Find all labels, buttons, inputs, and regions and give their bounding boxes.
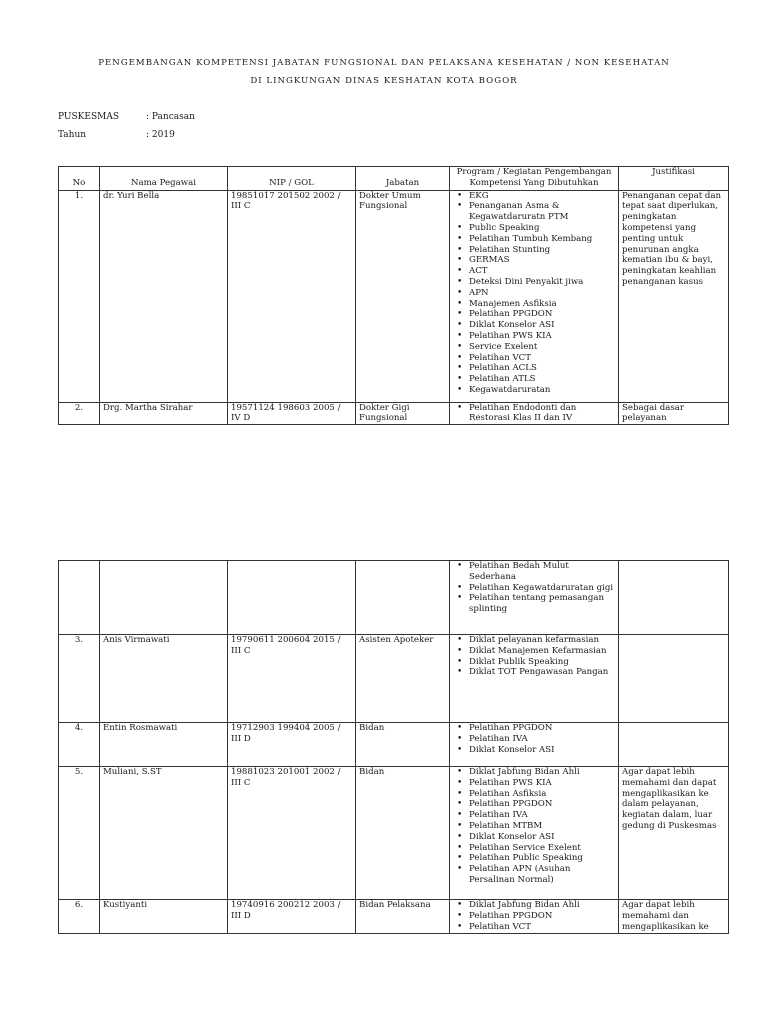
list-item: • Pelatihan VCT <box>469 353 615 364</box>
document-title: PENGEMBANGAN KOMPETENSI JABATAN FUNGSIONAL DAN PELAKSANA KESEHATAN / NON KESEHATAN <box>98 58 670 68</box>
row-programs <box>450 635 619 723</box>
program-list <box>453 900 615 932</box>
list-item: • Kegawatdaruratan <box>469 385 615 396</box>
program-list <box>453 723 615 755</box>
header-program: Program / Kegiatan Pengembangan Kompetensi Yang Dibutuhkan <box>450 167 619 191</box>
row-justifikasi: Sebagai dasar pelayanan <box>619 402 729 425</box>
list-item: • Pelatihan Endodonti dan Restorasi Klas II dan IV <box>469 403 615 425</box>
header-justifikasi: Justifikasi <box>619 167 729 191</box>
row-jabatan: Bidan <box>356 767 450 900</box>
list-item: • Diklat Publik Speaking <box>469 657 615 668</box>
row-programs <box>450 723 619 767</box>
program-list <box>453 767 615 886</box>
row-nip: 19740916 200212 2003 / III D <box>228 900 356 934</box>
list-item: • Pelatihan Service Exelent <box>469 843 615 854</box>
list-item: • Diklat TOT Pengawasan Pangan <box>469 667 615 678</box>
row-justifikasi <box>619 635 729 723</box>
table-row <box>59 723 729 767</box>
list-item: • Pelatihan ACLS <box>469 363 615 374</box>
row-justifikasi: Penanganan cepat dan tepat saat diperlukan, peningkatan kompetensi yang penting untuk penurunan angka kematian ibu & bayi, peningkatan keahlian penanganan kasus <box>619 190 729 402</box>
row-jabatan: Dokter Gigi Fungsional <box>356 402 450 425</box>
document-subtitle: DI LINGKUNGAN DINAS KESHATAN KOTA BOGOR <box>250 76 518 86</box>
table-row <box>59 190 729 402</box>
list-item: • Pelatihan Tumbuh Kembang <box>469 234 615 245</box>
row-jabatan: Bidan <box>356 723 450 767</box>
competency-table-part-1 <box>58 166 729 425</box>
list-item: • Diklat pelayanan kefarmasian <box>469 635 615 646</box>
table-row <box>59 767 729 900</box>
list-item: • Pelatihan IVA <box>469 810 615 821</box>
row-nip <box>228 561 356 635</box>
tahun-label: Tahun <box>58 130 87 140</box>
row-jabatan <box>356 561 450 635</box>
row-nama: Drg. Martha Sirahar <box>100 402 228 425</box>
competency-table-part-2 <box>58 560 729 934</box>
row-nip: 19571124 198603 2005 / IV D <box>228 402 356 425</box>
list-item: • Diklat Jabfung Bidan Ahli <box>469 767 615 778</box>
list-item: • Pelatihan PPGDON <box>469 723 615 734</box>
row-nip: 19712903 199404 2005 / III D <box>228 723 356 767</box>
list-item: • Pelatihan PWS KIA <box>469 331 615 342</box>
row-nip: 19851017 201502 2002 / III C <box>228 190 356 402</box>
list-item: • Pelatihan PPGDON <box>469 309 615 320</box>
row-nip: 19881023 201001 2002 / III C <box>228 767 356 900</box>
list-item: • Pelatihan VCT <box>469 922 615 933</box>
row-no: 6. <box>59 900 100 934</box>
list-item: • Pelatihan APN (Asuhan Persalinan Normal) <box>469 864 615 886</box>
list-item: • Pelatihan Kegawatdaruratan gigi <box>469 583 615 594</box>
row-programs <box>450 900 619 934</box>
row-nama: Muliani, S.ST <box>100 767 228 900</box>
list-item: • Pelatihan Bedah Mulut Sederhana <box>469 561 615 583</box>
list-item: • Service Exelent <box>469 342 615 353</box>
list-item: • Pelatihan MTBM <box>469 821 615 832</box>
program-list <box>453 403 615 425</box>
row-no: 3. <box>59 635 100 723</box>
list-item: • Manajemen Asfiksia <box>469 299 615 310</box>
row-nama: Anis Virmawati <box>100 635 228 723</box>
row-programs <box>450 190 619 402</box>
list-item: • GERMAS <box>469 255 615 266</box>
row-no <box>59 561 100 635</box>
list-item: • Pelatihan PPGDON <box>469 799 615 810</box>
row-jabatan: Asisten Apoteker <box>356 635 450 723</box>
table-row <box>59 561 729 635</box>
list-item: • APN <box>469 288 615 299</box>
row-no: 2. <box>59 402 100 425</box>
header-jabatan: Jabatan <box>356 167 450 191</box>
tahun-value: : 2019 <box>146 130 175 140</box>
table-row <box>59 635 729 723</box>
row-no: 5. <box>59 767 100 900</box>
row-justifikasi <box>619 561 729 635</box>
program-list <box>453 561 615 615</box>
list-item: • Public Speaking <box>469 223 615 234</box>
row-no: 4. <box>59 723 100 767</box>
puskesmas-label: PUSKESMAS <box>58 112 119 122</box>
row-jabatan: Dokter Umum Fungsional <box>356 190 450 402</box>
list-item: • Pelatihan PPGDON <box>469 911 615 922</box>
row-justifikasi <box>619 723 729 767</box>
row-programs <box>450 767 619 900</box>
table-row <box>59 402 729 425</box>
row-programs <box>450 561 619 635</box>
row-jabatan: Bidan Pelaksana <box>356 900 450 934</box>
row-nama: Entin Rosmawati <box>100 723 228 767</box>
puskesmas-value: : Pancasan <box>146 112 195 122</box>
row-justifikasi: Agar dapat lebih memahami dan mengaplikasikan ke <box>619 900 729 934</box>
list-item: • Pelatihan tentang pemasangan splinting <box>469 593 615 615</box>
program-list <box>453 635 615 678</box>
list-item: • Pelatihan PWS KIA <box>469 778 615 789</box>
list-item: • EKG <box>469 191 615 202</box>
row-nama <box>100 561 228 635</box>
list-item: • Diklat Konselor ASI <box>469 320 615 331</box>
row-nama: dr. Yuri Bella <box>100 190 228 402</box>
list-item: • Pelatihan ATLS <box>469 374 615 385</box>
row-no: 1. <box>59 190 100 402</box>
list-item: • Pelatihan Stunting <box>469 245 615 256</box>
header-no: No <box>59 167 100 191</box>
header-nama: Nama Pegawai <box>100 167 228 191</box>
list-item: • Diklat Jabfung Bidan Ahli <box>469 900 615 911</box>
list-item: • Penanganan Asma & Kegawatdaruratn PTM <box>469 201 615 223</box>
list-item: • Pelatihan Public Speaking <box>469 853 615 864</box>
table-row <box>59 900 729 934</box>
list-item: • Diklat Konselor ASI <box>469 832 615 843</box>
header-nip: NIP / GOL <box>228 167 356 191</box>
list-item: • ACT <box>469 266 615 277</box>
list-item: • Pelatihan IVA <box>469 734 615 745</box>
list-item: • Deteksi Dini Penyakit jiwa <box>469 277 615 288</box>
program-list <box>453 191 615 396</box>
list-item: • Diklat Manajemen Kefarmasian <box>469 646 615 657</box>
list-item: • Diklat Konselor ASI <box>469 745 615 756</box>
row-justifikasi: Agar dapat lebih memahami dan dapat mengaplikasikan ke dalam pelayanan, kegiatan dalam, luar gedung di Puskesmas <box>619 767 729 900</box>
row-nip: 19790611 200604 2015 / III C <box>228 635 356 723</box>
row-programs <box>450 402 619 425</box>
row-nama: Kustiyanti <box>100 900 228 934</box>
list-item: • Pelatihan Asfiksia <box>469 789 615 800</box>
